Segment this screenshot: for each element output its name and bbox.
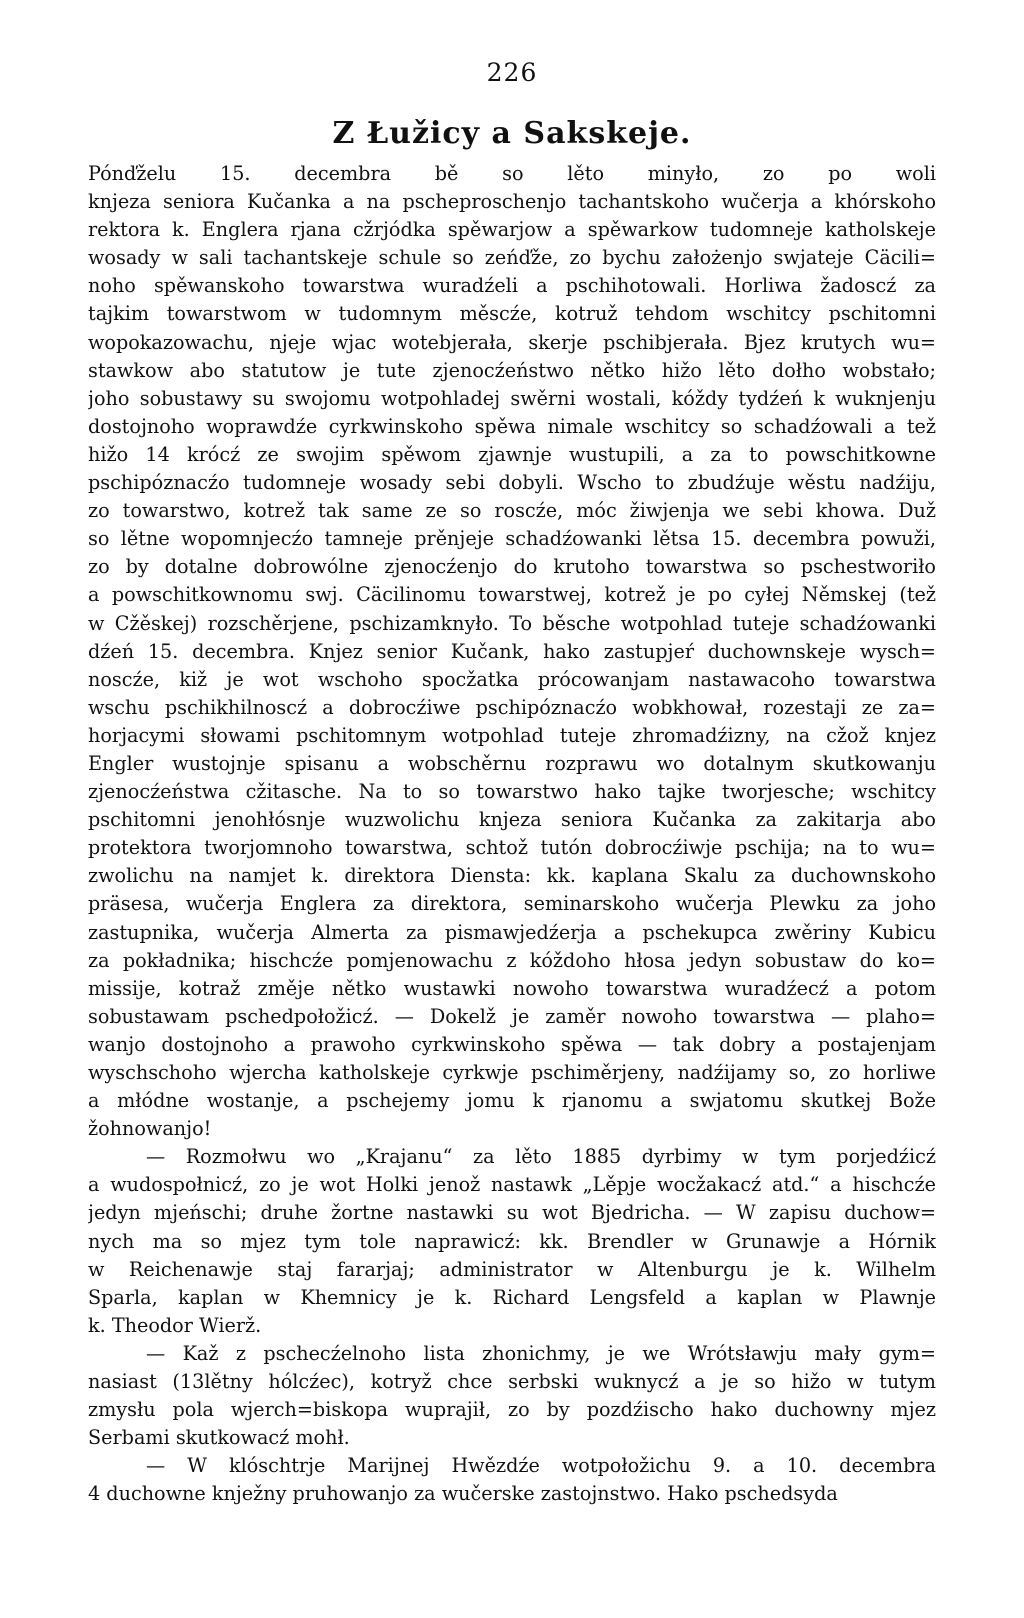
text-line: Pónďželu 15. decembra bě so lěto minyło, zo po woli [88,162,936,185]
text-line: pschitomni jenohłósnje wuzwolichu knjeza seniora Kučanka za zakitarja abo [88,808,936,832]
text-line: Sparla, kaplan w Khemnicy je k. Richard Lengsfeld a kaplan w Plawnje [88,1285,936,1309]
text-line: so lětne wopomnjecźo tamneje prěnjeje schadźowanki lětsa 15. decembra powuži, [88,527,936,551]
text-line: protektora tworjomnoho towarstwa, schtož tutón dobrocźiwje pschija; na to wu= [88,836,936,860]
text-line: präsesa, wučerja Englera za direktora, seminarskoho wučerja Plewku za joho [88,892,936,916]
text-line: nych ma so mjez tym tole naprawicź: kk. Brendler w Grunawje a Hórnik [88,1229,936,1253]
text-line: a wudospołnicź, zo je wot Holki jenož nastawk „Lěpje wocžakacź atd.“ a hischcźe [88,1173,936,1197]
text-line: nasiast (13lětny hólcźec), kotryž chce serbski wuknycź a je so hižo w tutym [88,1370,936,1394]
text-line: žohnowanjo! [88,1117,212,1141]
page-number: 226 [486,58,538,87]
text-line: wosady w sali tachantskeje schule so zeńďže, zo bychu założenjo swjateje Cäcili= [88,246,936,270]
text-line: k. Theodor Wierž. [88,1313,262,1337]
section-heading: Z Łužicy a Sakskeje. [332,116,692,151]
text-line: wopokazowachu, njeje wjac wotebjerała, skerje pschibjerała. Bjez krutych wu= [88,330,936,354]
text-line: tajkim towarstwom w tudomnym měscźe, kotruž tehdom wschitcy pschitomni [88,302,936,326]
text-line: dźeń 15. decembra. Knjez senior Kučank, hako zastupjeŕ duchownskeje wysch= [88,639,936,663]
text-line: a młódne wostanje, a pschejemy jomu k rjanomu a swjatomu skutkej Bože [88,1089,936,1113]
text-line: sobustawam pschedpołožicź. — Dokelž je zaměr nowoho towarstwa — plaho= [88,1004,936,1028]
paragraph [88,1143,936,1340]
text-line: pschipóznacźo tudomneje wosady sebi dobyli. Wscho to zbudźuje wěstu nadźiju, [88,471,936,495]
text-line: 4 duchowne knježny pruhowanjo za wučerske zastojnstwo. Hako pschedsyda [88,1482,838,1506]
text-line: horjacymi słowami pschitomnym wotpohlad tuteje zhromadźizny, na cžož knjez [88,723,936,747]
text-line: hižo 14 krócź ze swojim spěwom zjawnje wustupili, a za to powschitkowne [88,442,936,466]
text-line: noho spěwanskoho towarstwa wuradźeli a pschihotowali. Horliwa žadoscź za [88,274,936,298]
text-line: zmysłu pola wjerch=biskopa wuprajił, zo by pozdźischo hako duchowny mjez [88,1398,936,1422]
text-line: noscźe, kiž je wot wschoho spocžatka prócowanjam nastawacoho towarstwa [88,667,936,691]
text-line: — W klóschtrje Marijnej Hwězdźe wotpołožichu 9. a 10. decembra [146,1454,936,1478]
text-line: zwolichu na namjet k. direktora Diensta: kk. kaplana Skalu za duchownskoho [88,864,936,888]
text-line: wschu pschikhilnoscź a dobrocźiwe pschipóznacźo wobkhował, rozestaji ze za= [88,695,936,719]
text-line: Engler wustojnje spisanu a wobschěrnu rozprawu wo dotalnym skutkowanju [88,751,936,775]
text-line: za pokładnika; hischcźe pomjenowachu z kóždoho hłosa jedyn sobustaw do ko= [88,948,936,972]
text-line: dostojnoho woprawdźe cyrkwinskoho spěwa nimale wschitcy so schadźowali a tež [88,414,936,438]
text-line: — Rozmołwu wo „Krajanu“ za lěto 1885 dyrbimy w tym porjedźicź [146,1145,936,1169]
text-line: knjeza seniora Kučanka a na pscheproschenjo tachantskoho wučerja a khórskoho [88,190,936,214]
text-line: a powschitkownomu swj. Cäcilinomu towarstwej, kotrež je po cyłej Němskej (tež [88,583,936,607]
paragraph [88,160,936,1143]
text-line: rektora k. Englera rjana cžrjódka spěwarjow a spěwarkow tudomneje katholskeje [88,218,936,242]
text-line: w Reichenawje staj fararjaj; administrator w Altenburgu je k. Wilhelm [88,1257,936,1281]
text-line: joho sobustawy su swojomu wotpohladej swěrni wostali, kóždy tydźeń k wuknjenju [88,386,936,410]
text-line: zjenocźeństwa cžitasche. Na to so towarstwo hako tajke tworjesche; wschitcy [88,780,936,804]
text-line: zo towarstwo, kotrež tak same ze so roscźe, móc žiwjenja we sebi khowa. Duž [88,499,936,523]
text-line: w Cžěskej) rozschěrjene, pschizamknyło. To běsche wotpohlad tuteje schadźowanki [88,611,936,635]
text-line: missije, kotraž změje nětko wustawki nowoho towarstwa wuradźecź a potom [88,976,936,1000]
text-line: stawkow abo statutow je tute zjenocźeństwo nětko hižo lěto dołho wobstało; [88,358,936,382]
paragraph [88,1452,936,1508]
text-line: zo by dotalne dobrowólne zjenocźenjo do krutoho towarstwa so pschestworiło [88,555,936,579]
text-line: jedyn mjeńschi; druhe žortne nastawki su wot Bjedricha. — W zapisu duchow= [88,1201,936,1225]
text-line: zastupnika, wučerja Almerta za pismawjedźerja a pschekupca zwěriny Kubicu [88,920,936,944]
paragraph [88,1340,936,1452]
text-line: wanjo dostojnoho a prawoho cyrkwinskoho spěwa — tak dobry a postajenjam [88,1032,936,1056]
text-line: — Kaž z pschecźelnoho lista zhonichmy, je we Wrótsławju mały gym= [146,1341,936,1365]
body-text [88,160,936,1509]
text-line: Serbami skutkowacź mohł. [88,1426,350,1450]
text-line: wyschschoho wjercha katholskeje cyrkwje pschiměrjeny, nadźijamy so, zo horliwe [88,1061,936,1084]
